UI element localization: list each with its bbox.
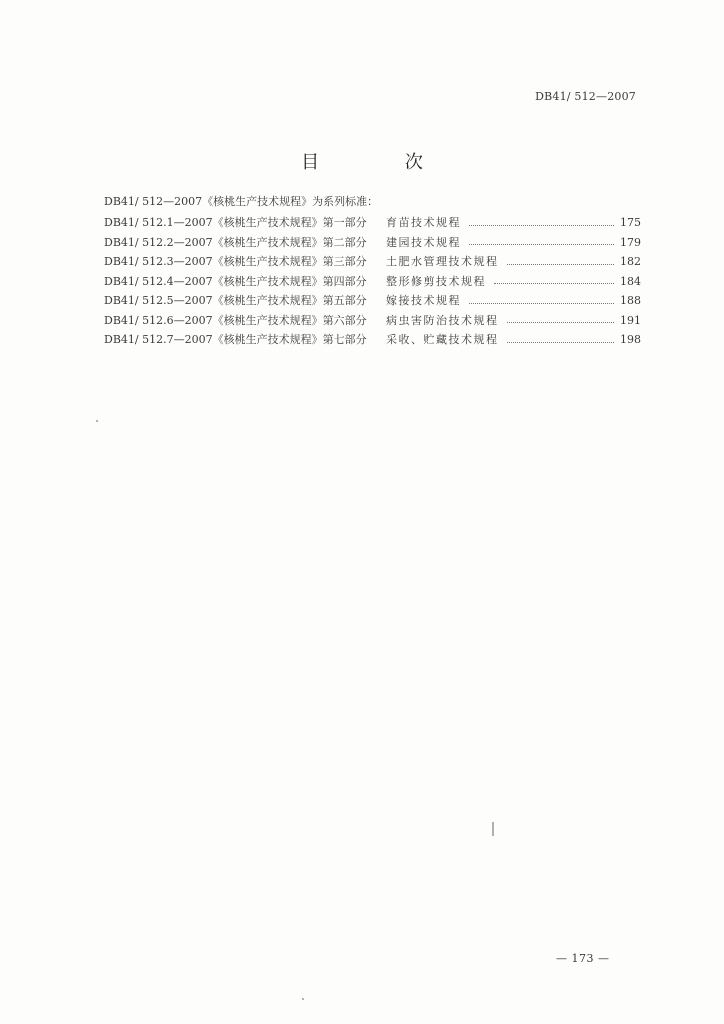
scan-speck (302, 998, 304, 1000)
toc-entry-page: 175 (620, 216, 641, 229)
toc-entry-name: 嫁接技术规程 (386, 294, 461, 307)
toc-entry[interactable] (104, 214, 641, 234)
dot-leader (469, 243, 614, 245)
toc-list (104, 214, 641, 351)
dot-leader (469, 224, 614, 226)
toc-entry-page: 198 (620, 333, 641, 346)
toc-entry-name: 病虫害防治技术规程 (386, 313, 499, 327)
toc-entry[interactable] (104, 234, 641, 254)
toc-entry[interactable] (104, 312, 641, 332)
toc-entry-name: 建园技术规程 (386, 235, 461, 249)
series-intro: DB41/ 512—2007《核桃生产技术规程》为系列标准： (104, 195, 379, 208)
toc-entry-code: DB41/ 512.5—2007《核桃生产技术规程》第五部分 (104, 294, 367, 307)
toc-entry-name: 整形修剪技术规程 (386, 274, 486, 288)
dot-leader (507, 341, 615, 343)
document-code: DB41/ 512—2007 (535, 90, 636, 103)
toc-entry-code: DB41/ 512.4—2007《核桃生产技术规程》第四部分 (104, 274, 367, 288)
dot-leader (507, 263, 615, 265)
toc-entry-name: 土肥水管理技术规程 (386, 255, 499, 268)
toc-title: 目 次 (301, 152, 463, 173)
toc-entry-code: DB41/ 512.2—2007《核桃生产技术规程》第二部分 (104, 235, 367, 249)
toc-entry-code: DB41/ 512.3—2007《核桃生产技术规程》第三部分 (104, 255, 367, 268)
dot-leader (507, 321, 615, 323)
toc-entry-page: 188 (620, 294, 641, 307)
dot-leader (469, 302, 614, 304)
toc-entry-name: 育苗技术规程 (386, 216, 461, 229)
toc-entry-code: DB41/ 512.7—2007《核桃生产技术规程》第七部分 (104, 333, 367, 346)
toc-entry[interactable] (104, 292, 641, 312)
page-number: — 173 — (556, 952, 610, 965)
toc-entry-code: DB41/ 512.1—2007《核桃生产技术规程》第一部分 (104, 216, 367, 229)
toc-entry[interactable] (104, 253, 641, 273)
toc-entry[interactable] (104, 273, 641, 293)
toc-entry-page: 184 (620, 274, 641, 288)
toc-entry-name: 采收、贮藏技术规程 (386, 333, 499, 346)
scan-speck (96, 420, 98, 422)
toc-entry[interactable] (104, 331, 641, 351)
toc-entry-page: 179 (620, 235, 641, 249)
toc-entry-page: 182 (620, 255, 641, 268)
scan-artifact (492, 822, 494, 836)
dot-leader (494, 282, 614, 284)
toc-entry-page: 191 (620, 313, 641, 327)
toc-entry-code: DB41/ 512.6—2007《核桃生产技术规程》第六部分 (104, 313, 367, 327)
